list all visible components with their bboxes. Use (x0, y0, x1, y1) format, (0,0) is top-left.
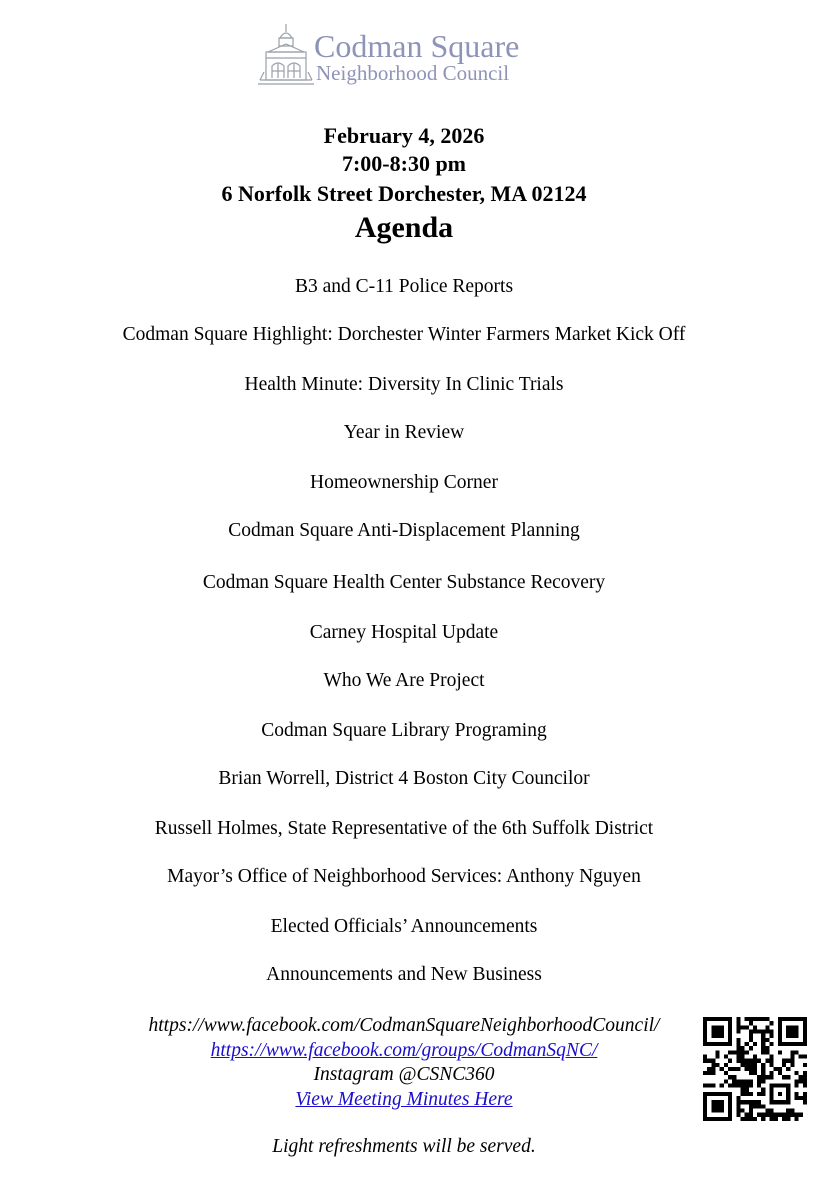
agenda-item-carney-hospital: Carney Hospital Update (309, 622, 499, 643)
agenda-item-who-we-are: Who We Are Project (323, 670, 485, 691)
page-title: Agenda (354, 211, 454, 244)
agenda-item-health-minute: Health Minute: Diversity In Clinic Trials (244, 374, 564, 395)
logo-subtitle: Neighborhood Council (316, 61, 510, 85)
agenda-item-homeownership: Homeownership Corner (310, 472, 498, 493)
agenda-item-elected-officials: Elected Officials’ Announcements (270, 916, 538, 937)
facebook-group-link[interactable]: https://www.facebook.com/groups/CodmanSqNC/ (210, 1040, 598, 1061)
agenda-item-new-business: Announcements and New Business (266, 964, 542, 985)
meeting-time: 7:00-8:30 pm (341, 151, 467, 176)
agenda-item-city-councilor: Brian Worrell, District 4 Boston City Councilor (218, 768, 590, 789)
building-icon (258, 22, 314, 88)
facebook-page-url: https://www.facebook.com/CodmanSquareNeighborhoodCouncil/ (148, 1015, 660, 1036)
agenda-item-anti-displacement: Codman Square Anti-Displacement Planning (228, 520, 580, 541)
council-logo (258, 22, 558, 92)
agenda-item-substance-recovery: Codman Square Health Center Substance Recovery (202, 572, 606, 593)
agenda-item-state-rep: Russell Holmes, State Representative of the 6th Suffolk District (154, 818, 654, 839)
agenda-item-highlight: Codman Square Highlight: Dorchester Winter Farmers Market Kick Off (122, 324, 686, 345)
agenda-item-library: Codman Square Library Programing (261, 720, 547, 741)
agenda-item-year-review: Year in Review (343, 422, 465, 443)
meeting-date: February 4, 2026 (323, 123, 485, 148)
meeting-minutes-link[interactable]: View Meeting Minutes Here (295, 1089, 513, 1110)
refreshments-note: Light refreshments will be served. (272, 1136, 536, 1157)
instagram-handle: Instagram @CSNC360 (313, 1064, 495, 1085)
agenda-item-mayors-office: Mayor’s Office of Neighborhood Services: Anthony Nguyen (167, 866, 641, 887)
agenda-item-police-reports: B3 and C-11 Police Reports (294, 276, 514, 297)
qr-code-icon[interactable] (702, 1017, 808, 1121)
logo-title: Codman Square (314, 28, 520, 64)
meeting-address: 6 Norfolk Street Dorchester, MA 02124 (221, 181, 587, 206)
